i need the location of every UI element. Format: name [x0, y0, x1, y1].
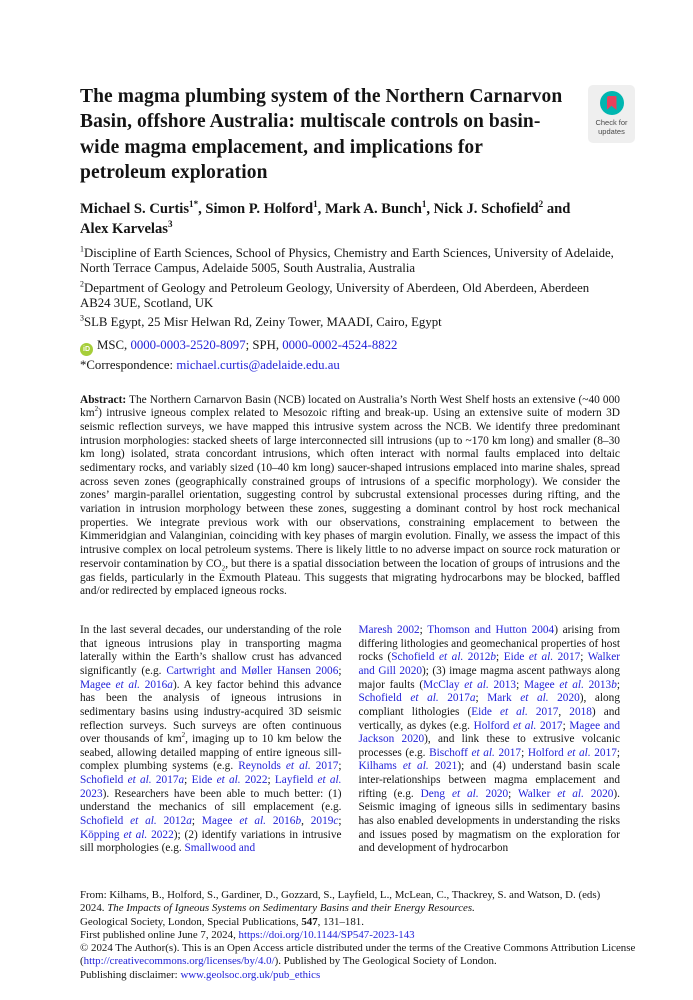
inline-link[interactable]: et al.	[512, 719, 537, 732]
inline-link[interactable]: et al.	[216, 774, 241, 787]
inline-link[interactable]: 2021	[428, 760, 458, 773]
crossmark-icon	[600, 91, 624, 115]
inline-link[interactable]: 2012	[463, 651, 491, 664]
inline-link[interactable]: et al.	[559, 678, 584, 691]
inline-link[interactable]: Walker and Gill 2020	[358, 651, 621, 677]
inline-link[interactable]: 2017	[527, 705, 559, 718]
inline-link[interactable]: Schofield	[358, 692, 411, 705]
inline-link[interactable]: 2012	[156, 815, 187, 828]
inline-link[interactable]: Eide	[471, 705, 500, 718]
inline-link[interactable]: a	[167, 678, 173, 691]
inline-link[interactable]: Holford	[473, 719, 513, 732]
inline-link[interactable]: Walker	[518, 787, 558, 800]
inline-link[interactable]: Cartwright and Møller Hansen 2006	[166, 664, 339, 677]
inline-link[interactable]: http://creativecommons.org/licenses/by/4.0/	[83, 955, 275, 968]
inline-link[interactable]: Holford	[527, 746, 568, 759]
footer-from-line: From: Kilhams, B., Holford, S., Gardiner, D., Gozzard, S., Layfield, L., McLean, C., Thackrey, S. and Watson, D. (eds)	[80, 889, 601, 901]
affiliations	[80, 246, 620, 331]
inline-link[interactable]: 0000-0002-4524-8822	[282, 337, 398, 352]
inline-link[interactable]: www.geolsoc.org.uk/pub_ethics	[180, 968, 321, 981]
inline-link[interactable]: michael.curtis@adelaide.edu.au	[176, 357, 340, 372]
inline-link[interactable]: Thomson and Hutton 2004	[427, 623, 555, 636]
inline-link[interactable]: et al.	[285, 760, 311, 773]
inline-link[interactable]: Magee	[80, 678, 116, 691]
inline-link[interactable]: et al.	[402, 760, 429, 773]
inline-link[interactable]: Eide	[503, 651, 529, 664]
inline-link[interactable]: 2017	[310, 760, 339, 773]
inline-link[interactable]: 2022	[240, 774, 268, 787]
affiliation-2: $^2$Department of Geology and Petroleum Geology, University of Aberdeen, Old Aberdeen, Aberdeen AB24 3UE, Scotland, UK	[80, 279, 590, 310]
inline-link[interactable]: Magee	[523, 678, 560, 691]
orcid-ids: MSC, 0000-0003-2520-8097; SPH, 0000-0002-4524-8822	[97, 337, 398, 352]
inline-link[interactable]: 2016	[266, 815, 296, 828]
inline-link[interactable]: 2016	[139, 678, 168, 691]
inline-link[interactable]: Eide	[191, 774, 217, 787]
inline-link[interactable]: Reynolds	[238, 760, 286, 773]
footer-license-line: © 2024 The Author(s). This is an Open Access article distributed under the terms of the Creative Commons Attribution License (http://creativecommons.org/licenses/by/4.0/). Published by The Geological Society of London.	[80, 942, 636, 968]
inline-link[interactable]: 0000-0003-2520-8097	[130, 337, 246, 352]
inline-link[interactable]: et al.	[464, 678, 489, 691]
inline-link[interactable]: et al.	[471, 746, 495, 759]
inline-link[interactable]: Bischoff	[429, 746, 472, 759]
bookmark-icon	[607, 96, 617, 110]
inline-link[interactable]: a	[178, 774, 185, 787]
inline-link[interactable]: 2017	[553, 651, 581, 664]
inline-link[interactable]: Magee	[201, 815, 240, 828]
body-left-column: In the last several decades, our understanding of the role that igneous intrusions play in transporting magma laterally within the Earth’s shallow crust has advanced significantly (e.g. Cartwright and Møller Hansen 2006; Magee et al. 2016a). A key factor behind this advance has been the analysis of igneous intrusions in sedimentary basins using industry-acquired 3D seismic reflection surveys. Such surveys are often continuous over thousands of $km^2$, imaging up to 10 km below the seabed, allowing detailed mapping of entire igneous sill-complex plumbing systems (e.g. Reynolds et al. 2017; Schofield et al. 2017a; Eide et al. 2022; Layfield et al. 2023). Researchers have been able to much better: (1) understand the mechanics of sill emplacement (e.g. Schofield et al. 2012a; Magee et al. 2016b, 2019c; Köpping et al. 2022); (2) identify variations in intrusive sill morphologies (e.g. Smallwood and	[80, 623, 342, 855]
inline-link[interactable]: 2019	[310, 815, 334, 828]
inline-link[interactable]: et al.	[451, 787, 479, 800]
footer-book-line: 2024. The Impacts of Igneous Systems on Sedimentary Basins and their Energy Resources.	[80, 902, 475, 915]
badge-label: Check for updates	[595, 118, 628, 136]
inline-link[interactable]: et al.	[499, 705, 528, 718]
inline-link[interactable]: McClay	[423, 678, 465, 691]
inline-link[interactable]: 2018	[569, 705, 592, 718]
inline-link[interactable]: et al.	[410, 692, 439, 705]
inline-link[interactable]: Köpping	[80, 828, 124, 841]
inline-link[interactable]: 2013	[583, 678, 612, 691]
inline-link[interactable]: 2017	[536, 719, 563, 732]
check-for-updates-badge[interactable]	[588, 85, 635, 143]
inline-link[interactable]: et al.	[439, 651, 464, 664]
inline-link[interactable]: et al.	[127, 774, 152, 787]
inline-link[interactable]: Layfield	[274, 774, 318, 787]
inline-link[interactable]: 2017	[494, 746, 522, 759]
affiliation-1: $^1$Discipline of Earth Sciences, School of Physics, Chemistry and Earth Sciences, University of Adelaide, North Terrace Campus, Adelaide 5005, South Australia, Australia	[80, 244, 614, 276]
correspondence-line: *Correspondence: michael.curtis@adelaide.edu.au	[80, 357, 340, 372]
inline-link[interactable]: Mark	[487, 692, 521, 705]
inline-link[interactable]: c	[333, 815, 339, 828]
inline-link[interactable]: 2017	[151, 774, 179, 787]
inline-link[interactable]: 2020	[583, 787, 614, 800]
inline-link[interactable]: et al.	[557, 787, 584, 800]
inline-link[interactable]: Deng	[420, 787, 452, 800]
footer-published-line: First published online June 7, 2024, https://doi.org/10.1144/SP547-2023-143	[80, 928, 415, 941]
inline-link[interactable]: et al.	[115, 678, 140, 691]
inline-link[interactable]: 2022	[147, 828, 174, 841]
orcid-line	[80, 338, 620, 356]
inline-link[interactable]: et al.	[528, 651, 554, 664]
inline-link[interactable]: b	[611, 678, 617, 691]
inline-link[interactable]: 2017	[438, 692, 470, 705]
inline-link[interactable]: Schofield	[391, 651, 440, 664]
footer-disclaimer-line: Publishing disclaimer: www.geolsoc.org.uk/pub_ethics	[80, 968, 321, 981]
inline-link[interactable]: 2017	[590, 746, 617, 759]
body-columns	[80, 624, 620, 856]
body-right-column: Maresh 2002; Thomson and Hutton 2004) arising from differing lithologies and geomechanical properties of host rocks (Schofield et al. 2012b; Eide et al. 2017; Walker and Gill 2020); (3) image magma ascent pathways along major faults (McClay et al. 2013; Magee et al. 2013b; Schofield et al. 2017a; Mark et al. 2020), along compliant lithologies (Eide et al. 2017, 2018) and vertically, as dykes (e.g. Holford et al. 2017; Magee and Jackson 2020), and link these to extrusive volcanic processes (e.g. Bischoff et al. 2017; Holford et al. 2017; Kilhams et al. 2021); and (4) understand basin scale inter-relationships between magma emplacement and rifting (e.g. Deng et al. 2020; Walker et al. 2020). Seismic imaging of igneous sills in sedimentary basins has also enabled developments in understanding the risks and issues posed by magmatism on the exploration for and development of hydrocarbon	[358, 623, 621, 855]
authors-line: Michael S. Curtis$^{1*}$, Simon P. Holford$^1$, Mark A. Bunch$^1$, Nick J. Schofield$^2$ and Alex Karvelas$^3$	[80, 199, 571, 237]
paper-title: The magma plumbing system of the Northern Carnarvon Basin, offshore Australia: multiscale controls on basin-wide magma emplacement, and implications for petroleum exploration	[80, 86, 563, 184]
inline-link[interactable]: 2020	[548, 692, 580, 705]
inline-link[interactable]: et al.	[567, 746, 591, 759]
inline-link[interactable]: Magee and Jackson 2020	[358, 719, 621, 746]
inline-link[interactable]: a	[469, 692, 476, 705]
inline-link[interactable]: 2020	[478, 787, 509, 800]
affiliation-3: $^3$SLB Egypt, 25 Misr Helwan Rd, Zeiny Tower, MAADI, Cairo, Egypt	[80, 313, 442, 330]
inline-link[interactable]: et al.	[123, 828, 148, 841]
inline-link[interactable]: et al.	[239, 815, 267, 828]
inline-link[interactable]: Kilhams	[358, 760, 403, 773]
inline-link[interactable]: 2013	[488, 678, 517, 691]
footer-series-line: Geological Society, London, Special Publications, 547, 131–181.	[80, 915, 364, 928]
orcid-icon[interactable]: iD	[80, 343, 93, 356]
inline-link[interactable]: et al.	[317, 774, 342, 787]
inline-link[interactable]: Schofield	[80, 815, 131, 828]
inline-link[interactable]: b	[490, 651, 497, 664]
inline-link[interactable]: https://doi.org/10.1144/SP547-2023-143	[238, 928, 415, 941]
inline-link[interactable]: b	[295, 815, 302, 828]
inline-link[interactable]: a	[186, 815, 192, 828]
inline-link[interactable]: Smallwood and	[184, 842, 256, 855]
footer-citation-block	[80, 889, 643, 982]
inline-link[interactable]: et al.	[520, 692, 549, 705]
inline-link[interactable]: et al.	[130, 815, 157, 828]
inline-link[interactable]: Schofield	[80, 774, 128, 787]
abstract-paragraph: Abstract: The Northern Carnarvon Basin (NCB) located on Australia’s North West Shelf hosts an extensive (~40 000 $km^2$) intrusive igneous complex related to Mesozoic rifting and break-up. Using an extensive suite of modern 3D seismic reflection surveys, we have mapped this intrusive system across the NCB. We identify three predominant intrusion morphologies: stacked sheets of large interconnected sill intrusions (up to ~170 km long) and smaller (8–30 km long) isolated, strata concordant intrusions, which often interact with normal faults emplaced into deltaic sedimentary rocks, and variably sized (10–40 km long) saucer-shaped intrusions emplaced into marine shales, spread across seven zones (geographically constrained groups of intrusions of a specific morphology). We consider the zones’ margin-parallel orientation, suggesting control by subcrustal extensional processes during rifting, and the variation in intrusion morphology between these zones, suggesting a dominant control by host rock mechanical properties. We integrate previous work with our observations, constraining emplacement to between the Kimmeridgian and Valanginian, coinciding with key phases of margin evolution. Finally, we assess the impact of this intrusive complex on local petroleum systems. There is likely little to no adverse impact on source rock maturation or reservoir contamination by $CO_2$, but there is a spatial dissociation between the location of groups of intrusions and the gas fields, particularly in the Exmouth Plateau. This suggests that migrating hydrocarbons may be blocked, baffled and/or redirected by emplaced igneous rocks.	[80, 393, 620, 598]
inline-link[interactable]: 2023	[80, 787, 103, 800]
inline-link[interactable]: Maresh 2002	[358, 623, 420, 636]
